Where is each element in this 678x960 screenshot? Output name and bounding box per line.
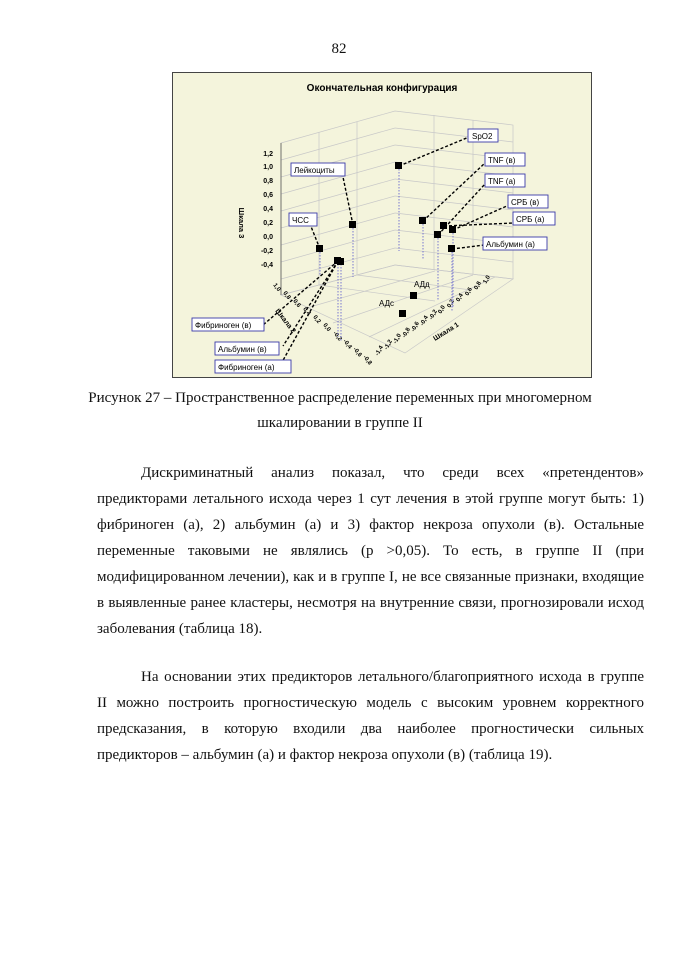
z-axis-label: Шкала 3: [237, 207, 246, 239]
point-albumin-a: [448, 245, 455, 252]
z-tick: 0,0: [263, 234, 273, 241]
x-tick: -0,4: [419, 315, 430, 327]
label-crp-v: СРБ (в): [511, 198, 540, 207]
figure-3d-scatter: [172, 72, 592, 378]
point-spo2: [395, 162, 402, 169]
point-crp-a: [440, 222, 447, 229]
caption-line-2: шкалировании в группе II: [257, 415, 423, 431]
caption-line-1: Рисунок 27 – Пространственное распределение переменных при многомерном: [88, 390, 592, 406]
x-axis-label: Шкала 1: [432, 321, 461, 343]
label-crp-a: СРБ (а): [516, 215, 545, 224]
x-tick: 0,4: [455, 292, 465, 303]
label-hr: ЧСС: [292, 216, 309, 225]
data-points: [316, 162, 456, 317]
label-fibrinogen-v: Фибриноген (в): [195, 321, 252, 330]
y-tick: 0,0: [321, 322, 332, 333]
y-axis-label: Шкала 2: [273, 307, 297, 335]
y-tick: -0,6: [351, 346, 363, 359]
y-tick: -0,4: [341, 338, 353, 351]
label-spo2: SpO2: [472, 132, 493, 141]
point-add: [410, 292, 417, 299]
figure-title: Окончательная конфигурация: [306, 83, 458, 94]
y-tick: 0,4: [301, 306, 312, 317]
paragraph-1: [97, 460, 644, 642]
point-hr: [316, 245, 323, 252]
y-tick: 1,0: [271, 282, 282, 293]
z-tick: 0,6: [263, 192, 273, 199]
label-albumin-v: Альбумин (в): [218, 345, 267, 354]
z-tick: 0,4: [263, 206, 273, 213]
figure-caption: [60, 386, 620, 436]
x-tick: -0,2: [428, 309, 439, 321]
page-number: 82: [331, 41, 347, 57]
label-albumin-a: Альбумин (а): [486, 240, 535, 249]
point-labels: [192, 129, 555, 373]
label-add: АДд: [414, 280, 430, 289]
label-tnf-a: TNF (а): [488, 177, 516, 186]
point-adc: [399, 310, 406, 317]
point-albumin-v: [337, 258, 344, 265]
point-tnf-v: [419, 217, 426, 224]
label-fibrinogen-a: Фибриноген (а): [218, 363, 275, 372]
x-tick: -1,2: [383, 339, 394, 351]
paragraph-1-text: Дискриминатный анализ показал, что среди всех «претендентов» предикторами летального исхода через 1 сут лечения в этой группе могут быть: 1) фибриноген (а), 2) альбумин (а) и 3) фактор некроза опухоли (в). Остальные переменные таковыми не являлись (p >0,05). То есть, в группе II (при модифицированном лечении), как и в группе I, не все связанные признаки, входящие в выявленные ранее кластеры, несмотря на внутренние связи, прогнозировали исход заболевания (таблица 18).: [97, 465, 644, 637]
y-tick: 0,6: [291, 298, 302, 309]
point-tnf-a: [434, 231, 441, 238]
y-tick: 0,8: [281, 290, 292, 301]
x-tick: -1,0: [392, 333, 403, 345]
z-axis-ticks: [261, 151, 273, 269]
y-tick: 0,2: [311, 314, 322, 325]
y-tick: -0,2: [331, 330, 343, 343]
label-tnf-v: TNF (в): [488, 156, 516, 165]
x-tick: 0,0: [437, 304, 447, 315]
z-tick: 0,8: [263, 178, 273, 185]
scatter-plot: [173, 73, 591, 377]
paragraph-2-text: На основании этих предикторов летального/благоприятного исхода в группе II можно построить прогностическую модель с высоким уровнем корректного предсказания, в которую входили два наиболее прогностически сильных предикторов – альбумин (а) и фактор некроза опухоли (в) (таблица 19).: [97, 669, 644, 763]
x-tick: 1,0: [482, 274, 492, 285]
point-crp-v: [449, 226, 456, 233]
label-adc: АДс: [379, 299, 395, 308]
z-tick: 0,2: [263, 220, 273, 227]
x-axis-ticks: [375, 274, 493, 357]
z-tick: 1,0: [263, 164, 273, 171]
x-tick: -0,8: [401, 327, 412, 339]
x-tick: -0,6: [410, 321, 421, 333]
z-tick: -0,2: [260, 248, 273, 255]
x-tick: 0,2: [446, 298, 456, 309]
z-tick: 1,2: [263, 151, 273, 158]
label-leukocytes: Лейкоциты: [294, 166, 335, 175]
point-leukocytes: [349, 221, 356, 228]
y-tick: -0,8: [361, 354, 373, 367]
x-tick: -1,4: [374, 345, 385, 357]
x-tick: 0,6: [464, 286, 474, 297]
z-tick: -0,4: [260, 262, 273, 269]
x-tick: 0,8: [473, 280, 483, 291]
paragraph-2: [97, 664, 644, 768]
